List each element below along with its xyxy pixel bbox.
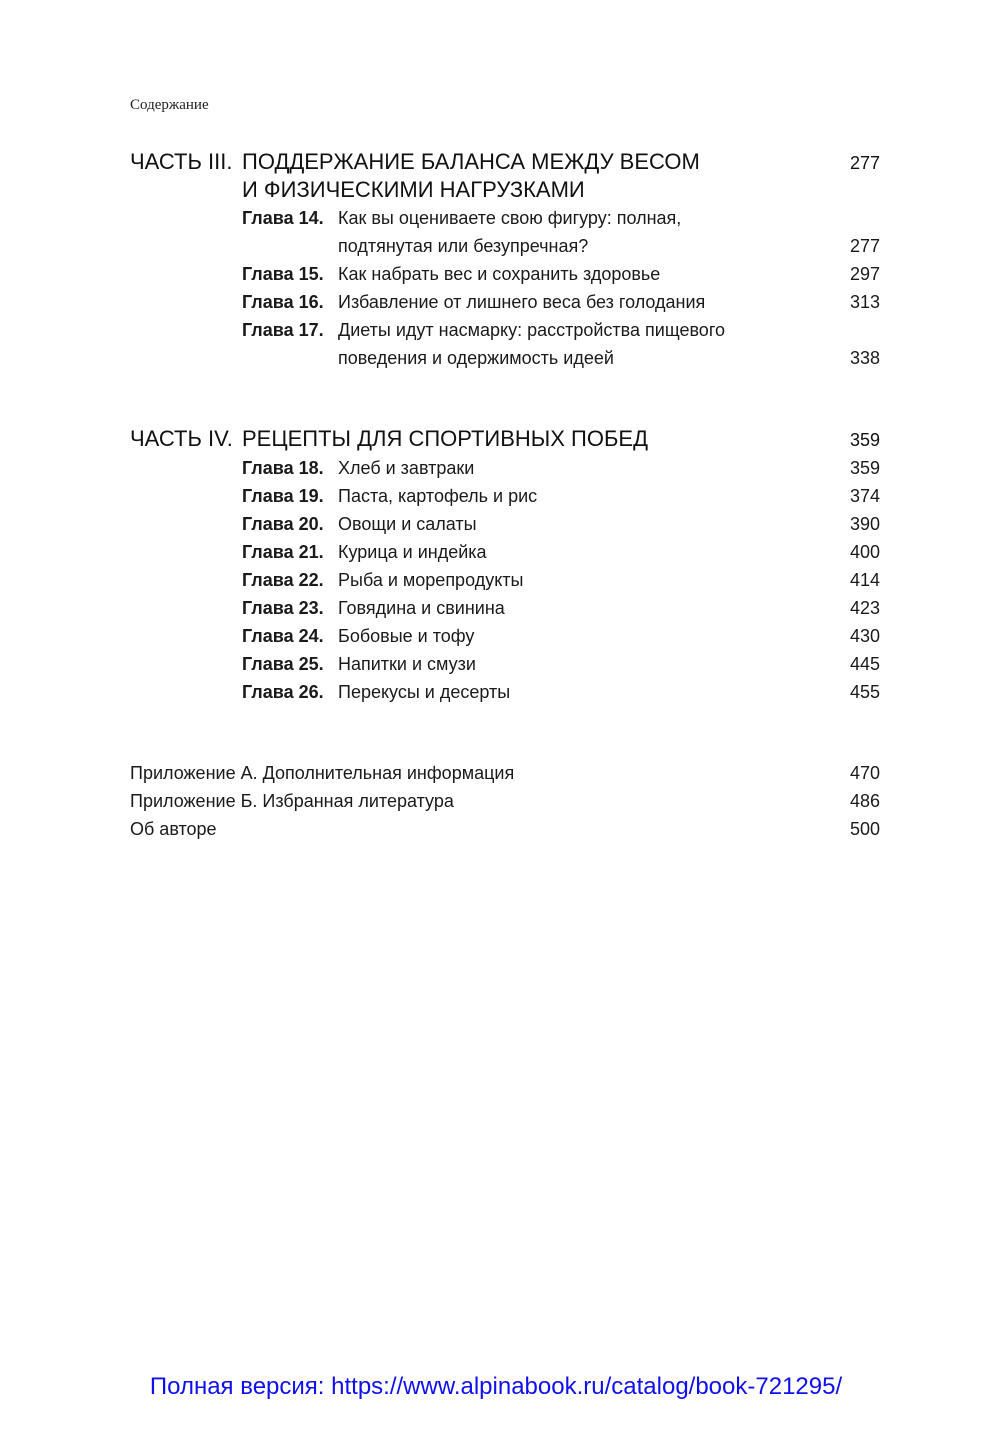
chapter-page-number: [820, 454, 880, 482]
chapter-title: [338, 594, 820, 622]
toc-chapter[interactable]: [242, 260, 880, 288]
chapter-page-number: [820, 482, 880, 510]
chapter-page-number: [820, 538, 880, 566]
toc-chapter[interactable]: [242, 316, 880, 372]
page-number: 455: [849, 682, 880, 702]
chapter-title-line: Бобовые и тофу: [338, 626, 475, 646]
running-title: Содержание: [130, 97, 209, 113]
part-title-line: ПОДДЕРЖАНИЕ БАЛАНСА МЕЖДУ ВЕСОМ: [242, 149, 700, 174]
appendix-title: Об авторе: [130, 819, 217, 839]
chapter-title: [338, 678, 820, 706]
appendix-page-number: 500: [849, 819, 880, 839]
toc-chapter[interactable]: [242, 650, 880, 678]
appendix-item[interactable]: [130, 815, 880, 843]
chapter-title-line: Курица и индейка: [338, 542, 487, 562]
part-heading[interactable]: [130, 148, 880, 204]
chapter-label: Глава 16.: [242, 292, 324, 312]
chapter-label: Глава 20.: [242, 514, 324, 534]
chapter-title-line: Как набрать вес и сохранить здоровье: [338, 264, 661, 284]
chapter-label: Глава 14.: [242, 208, 324, 228]
part-title-line: И ФИЗИЧЕСКИМИ НАГРУЗКАМИ: [242, 177, 585, 202]
page-number: 423: [849, 598, 880, 618]
page-number: 390: [849, 514, 880, 534]
part-title: [242, 425, 810, 453]
chapter-label: Глава 26.: [242, 682, 324, 702]
chapter-title: [338, 260, 820, 288]
chapter-title-line: Диеты идут насмарку: расстройства пищевого: [338, 320, 725, 340]
chapter-label: Глава 24.: [242, 626, 324, 646]
chapter-title: [338, 510, 820, 538]
toc-chapter[interactable]: [242, 538, 880, 566]
part-page-number: 277: [849, 153, 880, 173]
part-heading[interactable]: [130, 425, 880, 454]
chapter-title: [338, 566, 820, 594]
chapter-page-number: [820, 622, 880, 650]
toc-chapter[interactable]: [242, 454, 880, 482]
appendix-item[interactable]: [130, 787, 880, 815]
toc-chapter[interactable]: [242, 566, 880, 594]
part-3-section: [130, 148, 880, 372]
chapter-page-number: [820, 260, 880, 288]
chapter-label: Глава 18.: [242, 458, 324, 478]
appendix-title: Приложение А. Дополнительная информация: [130, 763, 515, 783]
chapter-title: [338, 622, 820, 650]
chapter-title: [338, 482, 820, 510]
toc-chapter[interactable]: [242, 482, 880, 510]
chapter-title: [338, 204, 820, 260]
part-label: ЧАСТЬ IV.: [130, 426, 233, 451]
chapter-title: [338, 288, 820, 316]
chapter-title-line: Как вы оцениваете свою фигуру: полная,: [338, 208, 682, 228]
page-number: 400: [849, 542, 880, 562]
chapter-page-number: [820, 316, 880, 372]
chapter-title-line: Избавление от лишнего веса без голодания: [338, 292, 706, 312]
chapter-title-line: Паста, картофель и рис: [338, 486, 538, 506]
page-number: 338: [849, 348, 880, 368]
toc-chapter[interactable]: [242, 510, 880, 538]
part-page-number: 359: [849, 430, 880, 450]
chapter-title: [338, 454, 820, 482]
page-number: 445: [849, 654, 880, 674]
chapter-title-line: поведения и одержимость идеей: [338, 348, 614, 368]
chapter-page-number: [820, 566, 880, 594]
appendix-title: Приложение Б. Избранная литература: [130, 791, 454, 811]
page-number: 374: [849, 486, 880, 506]
chapter-list: [242, 204, 880, 372]
toc-chapter[interactable]: [242, 622, 880, 650]
chapter-label: Глава 25.: [242, 654, 324, 674]
chapter-page-number: [820, 594, 880, 622]
chapter-title-line: Рыба и морепродукты: [338, 570, 524, 590]
appendix-page-number: 486: [849, 791, 880, 811]
chapter-title-line: Говядина и свинина: [338, 598, 505, 618]
chapter-label: Глава 15.: [242, 264, 324, 284]
toc-chapter[interactable]: [242, 288, 880, 316]
page-number: 430: [849, 626, 880, 646]
appendix-item[interactable]: [130, 759, 880, 787]
chapter-label: Глава 23.: [242, 598, 324, 618]
part-title: [242, 148, 810, 204]
chapter-page-number: [820, 204, 880, 260]
page-number: 414: [849, 570, 880, 590]
chapter-title-line: Перекусы и десерты: [338, 682, 511, 702]
chapter-title-line: Напитки и смузи: [338, 654, 476, 674]
toc-chapter[interactable]: [242, 594, 880, 622]
toc-chapter[interactable]: [242, 204, 880, 260]
chapter-list: [242, 454, 880, 706]
chapter-label: Глава 21.: [242, 542, 324, 562]
appendix-page-number: 470: [849, 763, 880, 783]
chapter-title-line: Хлеб и завтраки: [338, 458, 475, 478]
chapter-title-line: Овощи и салаты: [338, 514, 477, 534]
chapter-title: [338, 316, 820, 372]
part-4-section: [130, 425, 880, 706]
chapter-page-number: [820, 288, 880, 316]
chapter-label: Глава 22.: [242, 570, 324, 590]
chapter-title-line: подтянутая или безупречная?: [338, 236, 589, 256]
full-version-link[interactable]: Полная версия: https://www.alpinabook.ru/catalog/book-721295/: [149, 1373, 843, 1400]
toc-chapter[interactable]: [242, 678, 880, 706]
chapter-label: Глава 17.: [242, 320, 324, 340]
page-number: 297: [849, 264, 880, 284]
appendix-list: [130, 759, 880, 843]
chapter-label: Глава 19.: [242, 486, 324, 506]
part-title-line: РЕЦЕПТЫ ДЛЯ СПОРТИВНЫХ ПОБЕД: [242, 426, 648, 451]
page-number: 313: [849, 292, 880, 312]
chapter-title: [338, 650, 820, 678]
chapter-title: [338, 538, 820, 566]
page-number: 359: [849, 458, 880, 478]
page-number: 277: [849, 236, 880, 256]
chapter-page-number: [820, 510, 880, 538]
chapter-page-number: [820, 650, 880, 678]
chapter-page-number: [820, 678, 880, 706]
part-label: ЧАСТЬ III.: [130, 149, 233, 174]
